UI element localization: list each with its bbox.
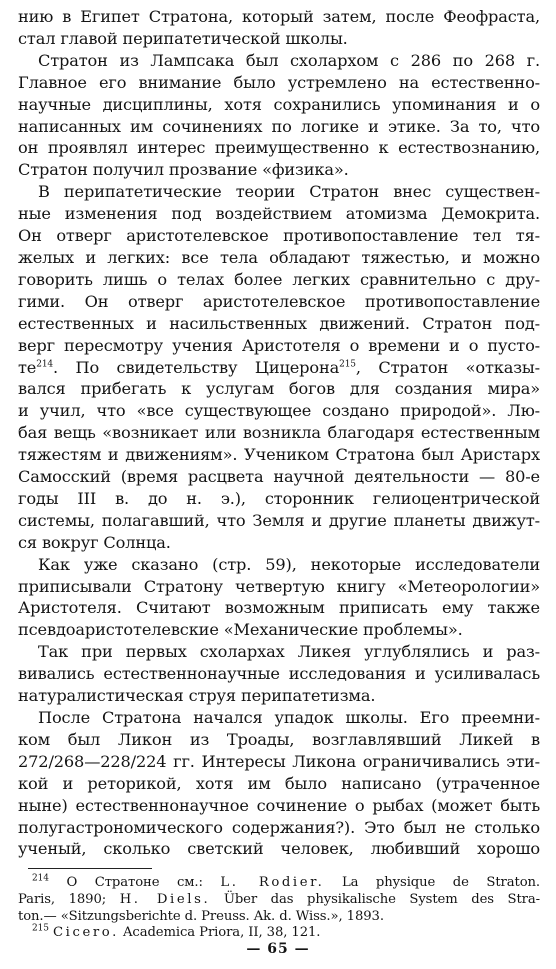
text-line: говорить лишь о телах более легких сравнительно с дру- (18, 269, 540, 289)
text-fragment: , Стратон «отказы- (355, 357, 540, 377)
text-line: годы III в. до н. э.), сторонник гелиоцентрической (18, 488, 540, 508)
footnote-text: О Стратоне см.: (66, 875, 203, 891)
text-line: вался прибегать к услугам богов для создания мира» (18, 379, 540, 399)
text-line: ныне) естественнонаучное сочинение о рыбах (может быть (18, 795, 540, 815)
footnote-number: 214 (32, 873, 49, 884)
paragraph-6 (18, 707, 540, 860)
text-line: вивались естественнонаучные исследования и усиливалась (18, 664, 540, 684)
text-line: Как уже сказано (стр. 59), некоторые исследователи (38, 554, 540, 574)
text-fragment: те (18, 357, 37, 377)
text-line: ные изменения под воздействием атомизма Демокрита. (18, 204, 540, 224)
footnote-author: Cicero. (52, 925, 119, 941)
paragraph-4 (18, 554, 540, 642)
text-line: и учил, что «все существующее создано природой». Лю- (18, 401, 540, 421)
footnote-text: Paris, 1890; (18, 891, 107, 907)
footnotes (18, 875, 540, 941)
text-line-with-footnote-marks (18, 357, 540, 379)
text-line: верг пересмотру учения Аристотеля о времени и о пусто- (18, 335, 540, 355)
text-line: тяжестям и движениям». Учеником Стратона был Аристарх (18, 445, 540, 465)
text-line: желых и легких: все тела обладают тяжестью, и можно (18, 247, 540, 267)
text-line: В перипатетические теории Стратон внес существен- (38, 182, 540, 202)
footnote-author: L. Rodier. (220, 875, 325, 891)
paragraph-5 (18, 641, 540, 707)
footnote-text: La physique de Straton. (341, 875, 541, 891)
text-line: написанных им сочинениях по логике и этике. За то, что (18, 116, 540, 136)
page-number: — 65 — (246, 941, 310, 957)
text-line: Так при первых схолархах Ликея углублялись и раз- (38, 642, 540, 662)
text-line: Стратон из Лампсака был схолархом с 286 по 268 г. (38, 50, 540, 70)
text-line: кой и реторикой, хотя им было написано (утраченное (18, 773, 540, 793)
text-line: После Стратона начался упадок школы. Его преемни- (38, 708, 540, 727)
text-line: Он отверг аристотелевское противопоставление тел тя- (18, 226, 540, 246)
text-line: ученый, сколько светский человек, любивший хорошо (18, 839, 540, 859)
text-line: приписывали Стратону четвертую книгу «Метеорологии» (18, 576, 540, 596)
footnote-mark-215: 215 (339, 359, 356, 370)
text-line: Стратон получил прозвание «физика». (18, 160, 349, 180)
text-line: 272/268—228/224 гг. Интересы Ликона ограничивались эти- (18, 751, 540, 771)
text-line: Главное его внимание было устремлено на естественно- (18, 72, 540, 92)
footnote-214-cont: ton.— «Sitzungsberichte d. Preuss. Ak. d. Wiss.», 1893. (18, 908, 384, 924)
footnote-text: Über das physikalische System des Stra- (223, 891, 540, 907)
text-line: нию в Египет Стратона, который затем, после Феофраста, (18, 7, 540, 26)
text-line: системы, полагавший, что Земля и другие планеты движут- (18, 510, 540, 530)
footnote-divider (28, 868, 152, 869)
book-page (18, 6, 540, 942)
text-line: научные дисциплины, хотя сохранились упоминания и о (18, 94, 540, 114)
text-line: он проявлял интерес преимущественно к естествознанию, (18, 138, 540, 158)
text-line: стал главой перипатетической школы. (18, 28, 348, 48)
text-line: бая вещь «возникает или возникла благодаря естественным (18, 423, 540, 443)
text-line: ся вокруг Солнца. (18, 532, 171, 552)
footnote-215 (18, 925, 540, 942)
paragraph-1 (18, 6, 540, 50)
footnote-mark-214: 214 (36, 359, 53, 370)
footnote-author: H. Diels. (119, 891, 211, 907)
text-line: Самосский (время расцвета научной деятельности — 80-е (18, 467, 540, 487)
text-line: естественных и насильственных движений. Стратон под- (18, 313, 540, 333)
text-line: натуралистическая струя перипатетизма. (18, 686, 376, 706)
text-line: ком был Ликон из Троады, возглавлявший Ликей в (18, 729, 540, 749)
text-line: псевдоаристотелевские «Механические проблемы». (18, 620, 463, 640)
footnote-text: Academica Priora, II, 38, 121. (122, 925, 321, 941)
footnote-214 (18, 875, 540, 892)
text-line: полугастрономического содержания?). Это был не столько (18, 817, 540, 837)
footnote-214-cont (18, 892, 540, 909)
paragraph-2 (18, 50, 540, 181)
text-fragment: . По свидетельству Цицерона (52, 357, 340, 377)
text-line: гими. Он отверг аристотелевское противопоставление (18, 291, 540, 311)
footnote-number: 215 (32, 923, 49, 934)
paragraph-3 (18, 181, 540, 553)
text-line: Аристотеля. Считают возможным приписать ему также (18, 598, 540, 618)
